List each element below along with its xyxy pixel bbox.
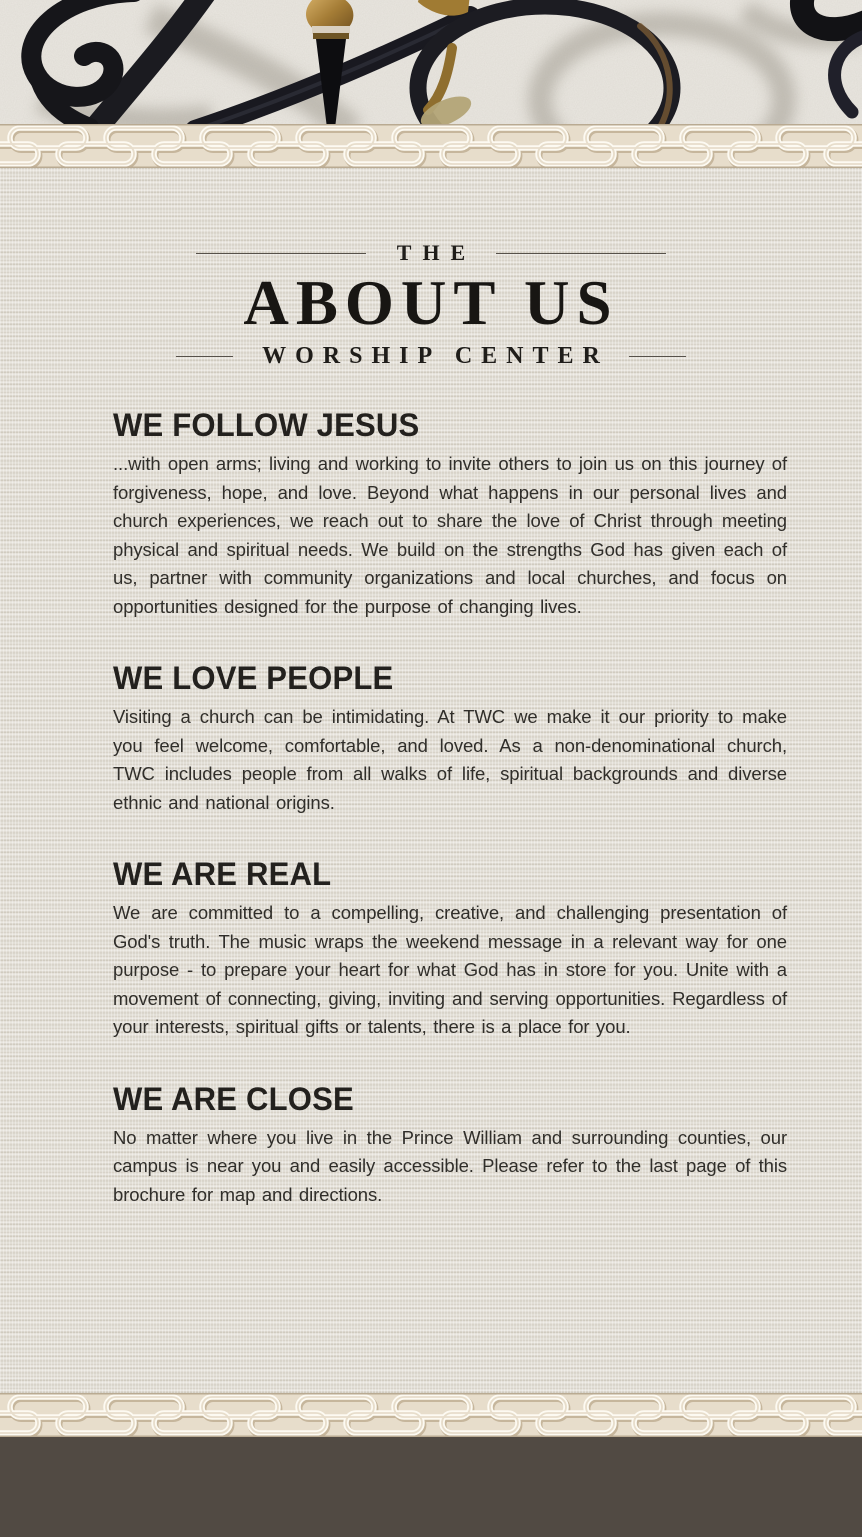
page-body bbox=[0, 168, 862, 1393]
sections-container bbox=[0, 409, 862, 1209]
hero-photo bbox=[0, 0, 862, 124]
page-title: ABOUT US bbox=[243, 268, 619, 338]
section-body-text: We are committed to a compelling, creative, and challenging presentation of God's truth. The music wraps the weekend message in a relevant way for one purpose - to prepare your heart for what God has in store for you. Unite with a movement of connecting, giving, inviting and serving opportunities. Regardless of your interests, spiritual gifts or talents, there is a place for you. bbox=[113, 902, 787, 1038]
chain-border-top bbox=[0, 124, 862, 168]
section-we-follow-jesus bbox=[113, 409, 787, 621]
decorative-rule-right bbox=[496, 253, 666, 254]
section-heading: WE ARE REAL bbox=[113, 856, 332, 893]
section-body-text: No matter where you live in the Prince William and surrounding counties, our campus is near you and easily accessible. Please refer to the last page of this brochure for map and directions. bbox=[113, 1126, 787, 1205]
section-heading: WE LOVE PEOPLE bbox=[113, 660, 394, 697]
section-body-text: ...with open arms; living and working to invite others to join us on this journey of forgiveness, hope, and love. Beyond what happens in our personal lives and church experiences, we reach out to share the love of Christ through meeting physical and spiritual needs. We build on the strengths God has given each of us, partner with community organizations and local churches, and focus on opportunities designed for the purpose of changing lives. bbox=[113, 453, 787, 617]
masthead bbox=[0, 168, 862, 368]
chain-pattern-icon bbox=[0, 124, 862, 168]
kicker-row bbox=[0, 242, 862, 264]
masthead-subtitle: WORSHIP CENTER bbox=[262, 343, 609, 370]
subtitle-row bbox=[0, 344, 862, 368]
section-we-are-close bbox=[113, 1080, 787, 1210]
decorative-rule-right bbox=[629, 356, 686, 357]
chain-pattern-icon bbox=[0, 1393, 862, 1437]
wrought-iron-scrollwork-illustration bbox=[0, 0, 862, 124]
masthead-kicker: THE bbox=[396, 240, 477, 265]
decorative-rule-left bbox=[176, 356, 233, 357]
section-body-text: Visiting a church can be intimidating. At TWC we make it our priority to make you feel welcome, comfortable, and loved. As a non-denominational church, TWC includes people from all walks of life, spiritual backgrounds and diverse ethnic and national origins. bbox=[113, 706, 787, 813]
chain-border-bottom bbox=[0, 1393, 862, 1437]
section-we-are-real bbox=[113, 858, 787, 1042]
section-heading: WE ARE CLOSE bbox=[113, 1080, 354, 1117]
decorative-rule-left bbox=[196, 253, 366, 254]
section-we-love-people bbox=[113, 662, 787, 817]
section-heading: WE FOLLOW JESUS bbox=[113, 407, 420, 444]
footer-bar bbox=[0, 1437, 862, 1537]
